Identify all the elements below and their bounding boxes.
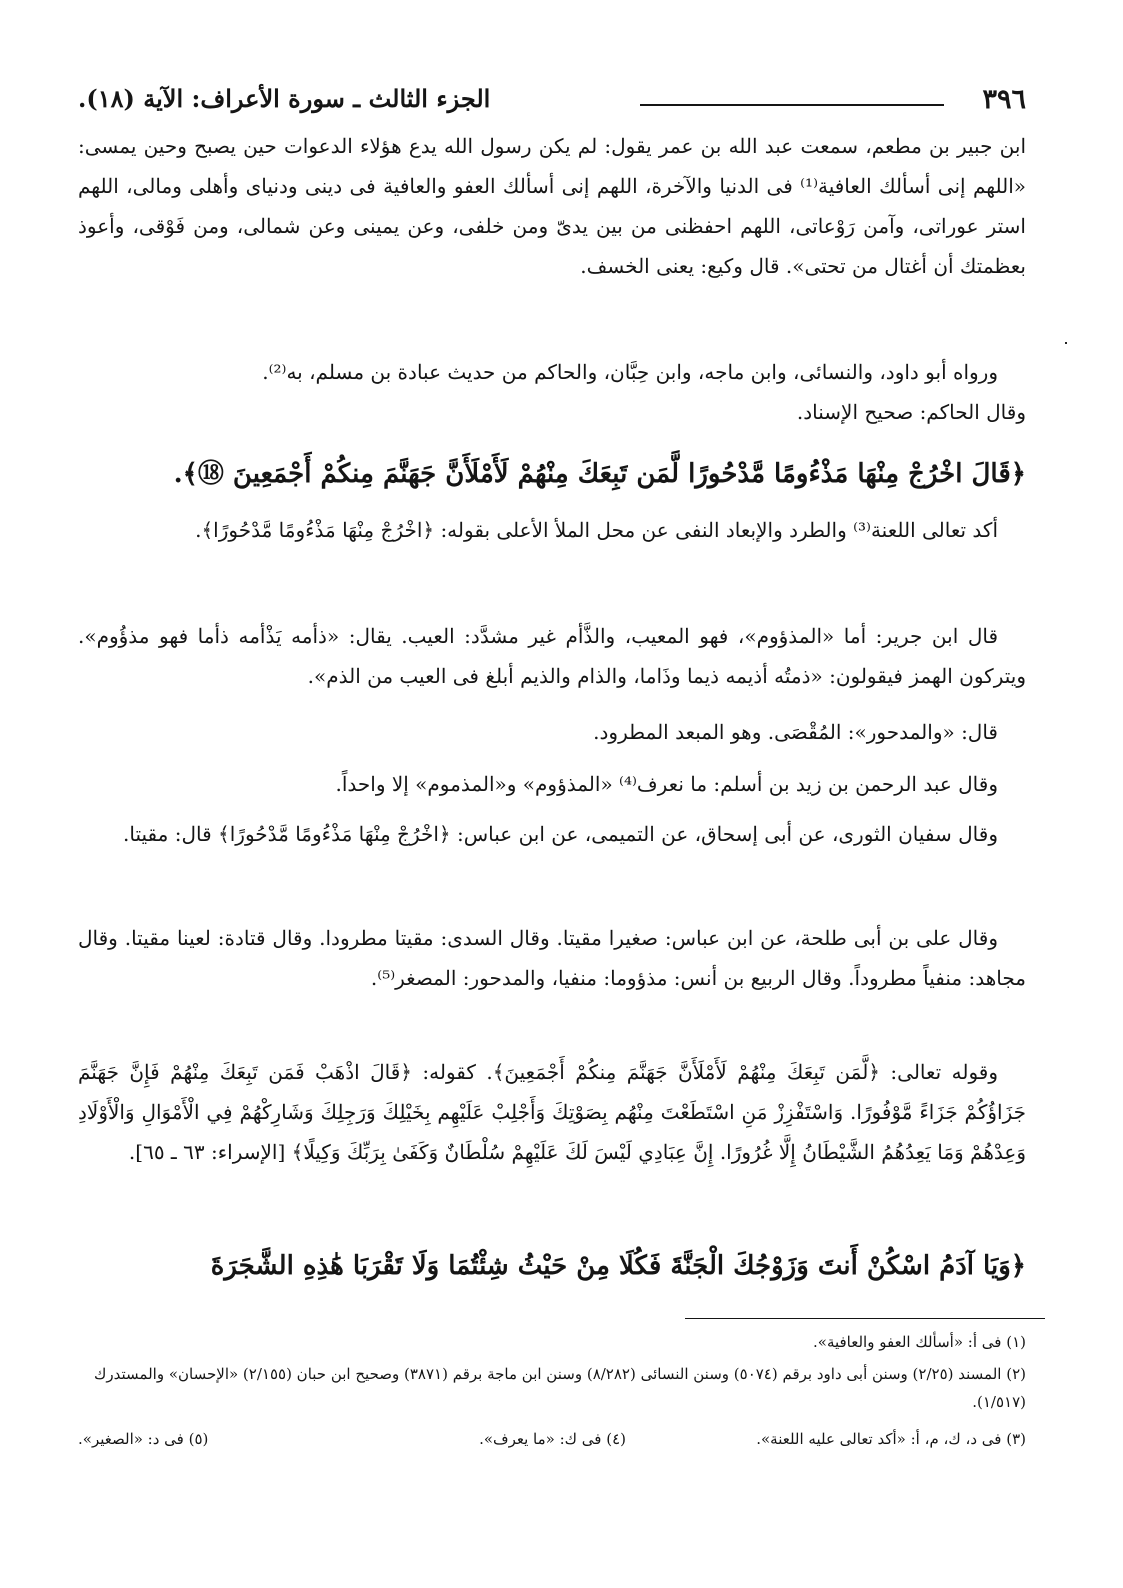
running-header xyxy=(78,84,1026,120)
footnote-5: (٥) فى د: «الصغير». xyxy=(78,1430,209,1448)
paragraph-ali: وقال على بن أبى طلحة، عن ابن عباس: صغيرا مقيتا. وقال السدى: مقيتا مطرودا. وقال قتادة: لعينا مقيتا. وقال مجاهد: منفياً مطروداً. وقال الربيع بن أنس: مذؤوما: منفيا، والمدحور: المصغر⁽⁵⁾. xyxy=(78,926,1026,990)
paragraph-sufyan: وقال سفيان الثورى، عن أبى إسحاق، عن التميمى، عن ابن عباس: ﴿اخْرُجْ مِنْهَا مَذْءُومًا مَّدْحُورًا﴾ قال: مقيتا. xyxy=(123,822,998,846)
paragraph-qawluhu: وقوله تعالى: ﴿لَّمَن تَبِعَكَ مِنْهُمْ لَأَمْلَأَنَّ جَهَنَّمَ مِنكُمْ أَجْمَعِينَ﴾. كقوله: ﴿قَالَ اذْهَبْ فَمَن تَبِعَكَ مِنْهُمْ فَإِنَّ جَهَنَّمَ جَزَاؤُكُمْ جَزَاءً مَّوْفُورًا. وَاسْتَفْزِزْ مَنِ اسْتَطَعْتَ مِنْهُم بِصَوْتِكَ وَأَجْلِبْ عَلَيْهِم بِخَيْلِكَ وَرَجِلِكَ وَشَارِكْهُمْ فِي الْأَمْوَالِ وَالْأَوْلَادِ وَعِدْهُمْ وَمَا يَعِدُهُمُ الشَّيْطَانُ إِلَّا غُرُورًا. إِنَّ عِبَادِي لَيْسَ لَكَ عَلَيْهِمْ سُلْطَانٌ وَكَفَىٰ بِرَبِّكَ وَكِيلًا﴾ [الإسراء: ٦٣ ـ ٦٥]. xyxy=(78,1060,1026,1164)
footnote-row xyxy=(78,1430,1026,1458)
header-title: الجزء الثالث ـ سورة الأعراف: الآية (١٨). xyxy=(78,84,491,113)
margin-speck xyxy=(1065,342,1067,344)
footnote-2: (٢) المسند (٢/٢٥) وسنن أبى داود برقم (٥٠٧٤) وسنن النسائى (٨/٢٨٢) وسنن ابن ماجة برقم (٣٨٧١) وصحيح ابن حبان (٢/١٥٥) «الإحسان» والمستدرك (١/٥١٧). xyxy=(94,1365,1026,1411)
paragraph-abd-rahman: وقال عبد الرحمن بن زيد بن أسلم: ما نعرف⁽⁴⁾ «المذؤوم» و«المذموم» إلا واحداً. xyxy=(335,772,998,796)
paragraph-tafsir: أكد تعالى اللعنة⁽³⁾ والطرد والإبعاد النفى عن محل الملأ الأعلى بقوله: ﴿اخْرُجْ مِنْهَا مَذْءُومًا مَّدْحُورًا﴾. xyxy=(195,518,998,542)
page-number: ٣٩٦ xyxy=(982,84,1026,115)
footnote-4: (٤) فى ك: «ما يعرف». xyxy=(479,1430,626,1448)
header-rule xyxy=(640,104,944,106)
footnote-1: (١) فى أ: «أسألك العفو والعافية». xyxy=(813,1333,1026,1351)
paragraph-madhur: قال: «والمدحور»: المُقْصَى. وهو المبعد المطرود. xyxy=(593,720,998,744)
verse-18-heading: ﴿قَالَ اخْرُجْ مِنْهَا مَذْءُومًا مَّدْحُورًا لَّمَن تَبِعَكَ مِنْهُمْ لَأَمْلَأَنَّ جَهَنَّمَ مِنكُمْ أَجْمَعِينَ ⑱﴾. xyxy=(173,459,1026,489)
paragraph-hakim: وقال الحاكم: صحيح الإسناد. xyxy=(796,400,1026,424)
verse-19-heading: ﴿وَيَا آدَمُ اسْكُنْ أَنتَ وَزَوْجُكَ الْجَنَّةَ فَكُلَا مِنْ حَيْثُ شِئْتُمَا وَلَا تَقْرَبَا هَٰذِهِ الشَّجَرَةَ xyxy=(210,1251,1026,1281)
footnote-rule xyxy=(685,1318,1045,1319)
footnote-3: (٣) فى د، ك، م، أ: «أكد تعالى عليه اللعنة». xyxy=(756,1430,1026,1448)
paragraph-ibn-jarir: قال ابن جرير: أما «المذؤوم»، فهو المعيب، والذَّأم غير مشدَّد: العيب. يقال: «ذأمه يَذْأمه ذأما فهو مذؤُوم». ويتركون الهمز فيقولون: «ذمتُه أذيمه ذيما وذَاما، والذام والذيم أبلغ فى العيب من الذم». xyxy=(78,624,1026,688)
paragraph-hadith: ابن جبير بن مطعم، سمعت عبد الله بن عمر يقول: لم يكن رسول الله يدع هؤلاء الدعوات حين يصبح وحين يمسى: «اللهم إنى أسألك العافية⁽¹⁾ فى الدنيا والآخرة، اللهم إنى أسألك العفو والعافية فى دينى ودنياى وأهلى ومالى، اللهم استر عوراتى، وآمن رَوْعاتى، اللهم احفظنى من بين يدىّ ومن خلفى، وعن يمينى وعن شمالى، ومن فَوْقى، وأعوذ بعظمتك أن أغتال من تحتى». قال وكيع: يعنى الخسف. xyxy=(78,134,1026,278)
paragraph-narrators: ورواه أبو داود، والنسائى، وابن ماجه، وابن حِبَّان، والحاكم من حديث عبادة بن مسلم، به⁽²⁾. xyxy=(262,360,998,384)
